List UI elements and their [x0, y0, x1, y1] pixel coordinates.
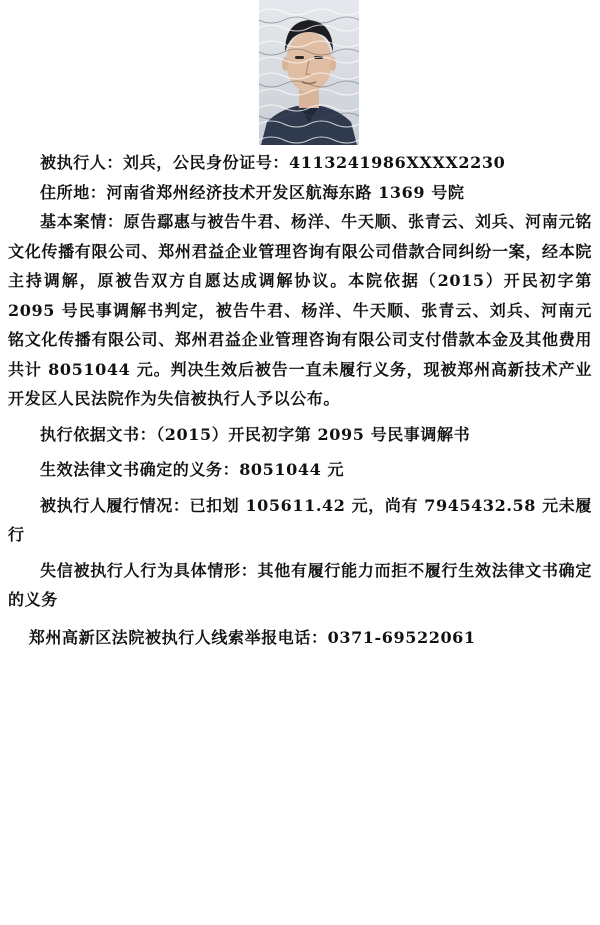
person-portrait-icon — [259, 0, 359, 145]
basis-text: （2015）开民初字第 2095 号民事调解书 — [156, 424, 471, 444]
notice-body — [8, 148, 592, 652]
address-line — [8, 178, 592, 208]
case-label: 基本案情： — [40, 212, 124, 231]
basis-document-line — [8, 420, 592, 450]
address-value: 河南省郑州经济技术开发区航海东路 1369 号院 — [106, 182, 465, 202]
case-summary — [8, 207, 592, 414]
dishonest-behavior-line — [8, 556, 592, 615]
obligation-label: 生效法律文书确定的义务： — [40, 460, 240, 479]
id-number: 4113241986XXXX2230 — [289, 153, 506, 172]
executee-name-line — [8, 148, 592, 178]
address-label: 住所地： — [40, 182, 107, 202]
dishonest-text: 其他有履行能力而拒不履行生效法律文书确定的义务 — [8, 560, 592, 609]
case-text: 原告鄢惠与被告牛君、杨洋、牛天顺、张青云、刘兵、河南元铭文化传播有限公司、郑州君益企业管理咨询有限公司借款合同纠纷一案，经本院主持调解，原被告双方自愿达成调解协议。本院依据（2015）开民初字第 2095 号民事调解书判定，被告牛君、杨洋、牛天顺、张青云、刘兵、河南元铭文化传播有限公司、郑州君益企业管理咨询有限公司支付借款本金及其他费用共计 8051044 元。判决生效后被告一直未履行义务，现被郑州高新技术产业开发区人民法院作为失信被执行人予以公布。 — [8, 212, 592, 408]
performance-line — [8, 491, 592, 550]
person-photo — [259, 0, 359, 145]
performance-label: 被执行人履行情况： — [40, 495, 190, 515]
basis-label: 执行依据文书： — [40, 424, 157, 444]
hotline-line — [8, 623, 592, 653]
hotline-label: 郑州高新区法院被执行人线索举报电话： — [28, 627, 328, 647]
obligation-line — [8, 455, 592, 485]
performance-text: 已扣划 105611.42 元，尚有 7945432.58 元未履行 — [8, 495, 592, 544]
executee-name: 刘兵 — [123, 153, 157, 172]
name-label: 被执行人： — [40, 153, 124, 172]
dishonest-label: 失信被执行人行为具体情形： — [40, 560, 258, 580]
obligation-text: 8051044 元 — [239, 460, 345, 479]
id-label: ，公民身份证号： — [156, 153, 290, 172]
hotline-number: 0371-69522061 — [327, 627, 476, 647]
